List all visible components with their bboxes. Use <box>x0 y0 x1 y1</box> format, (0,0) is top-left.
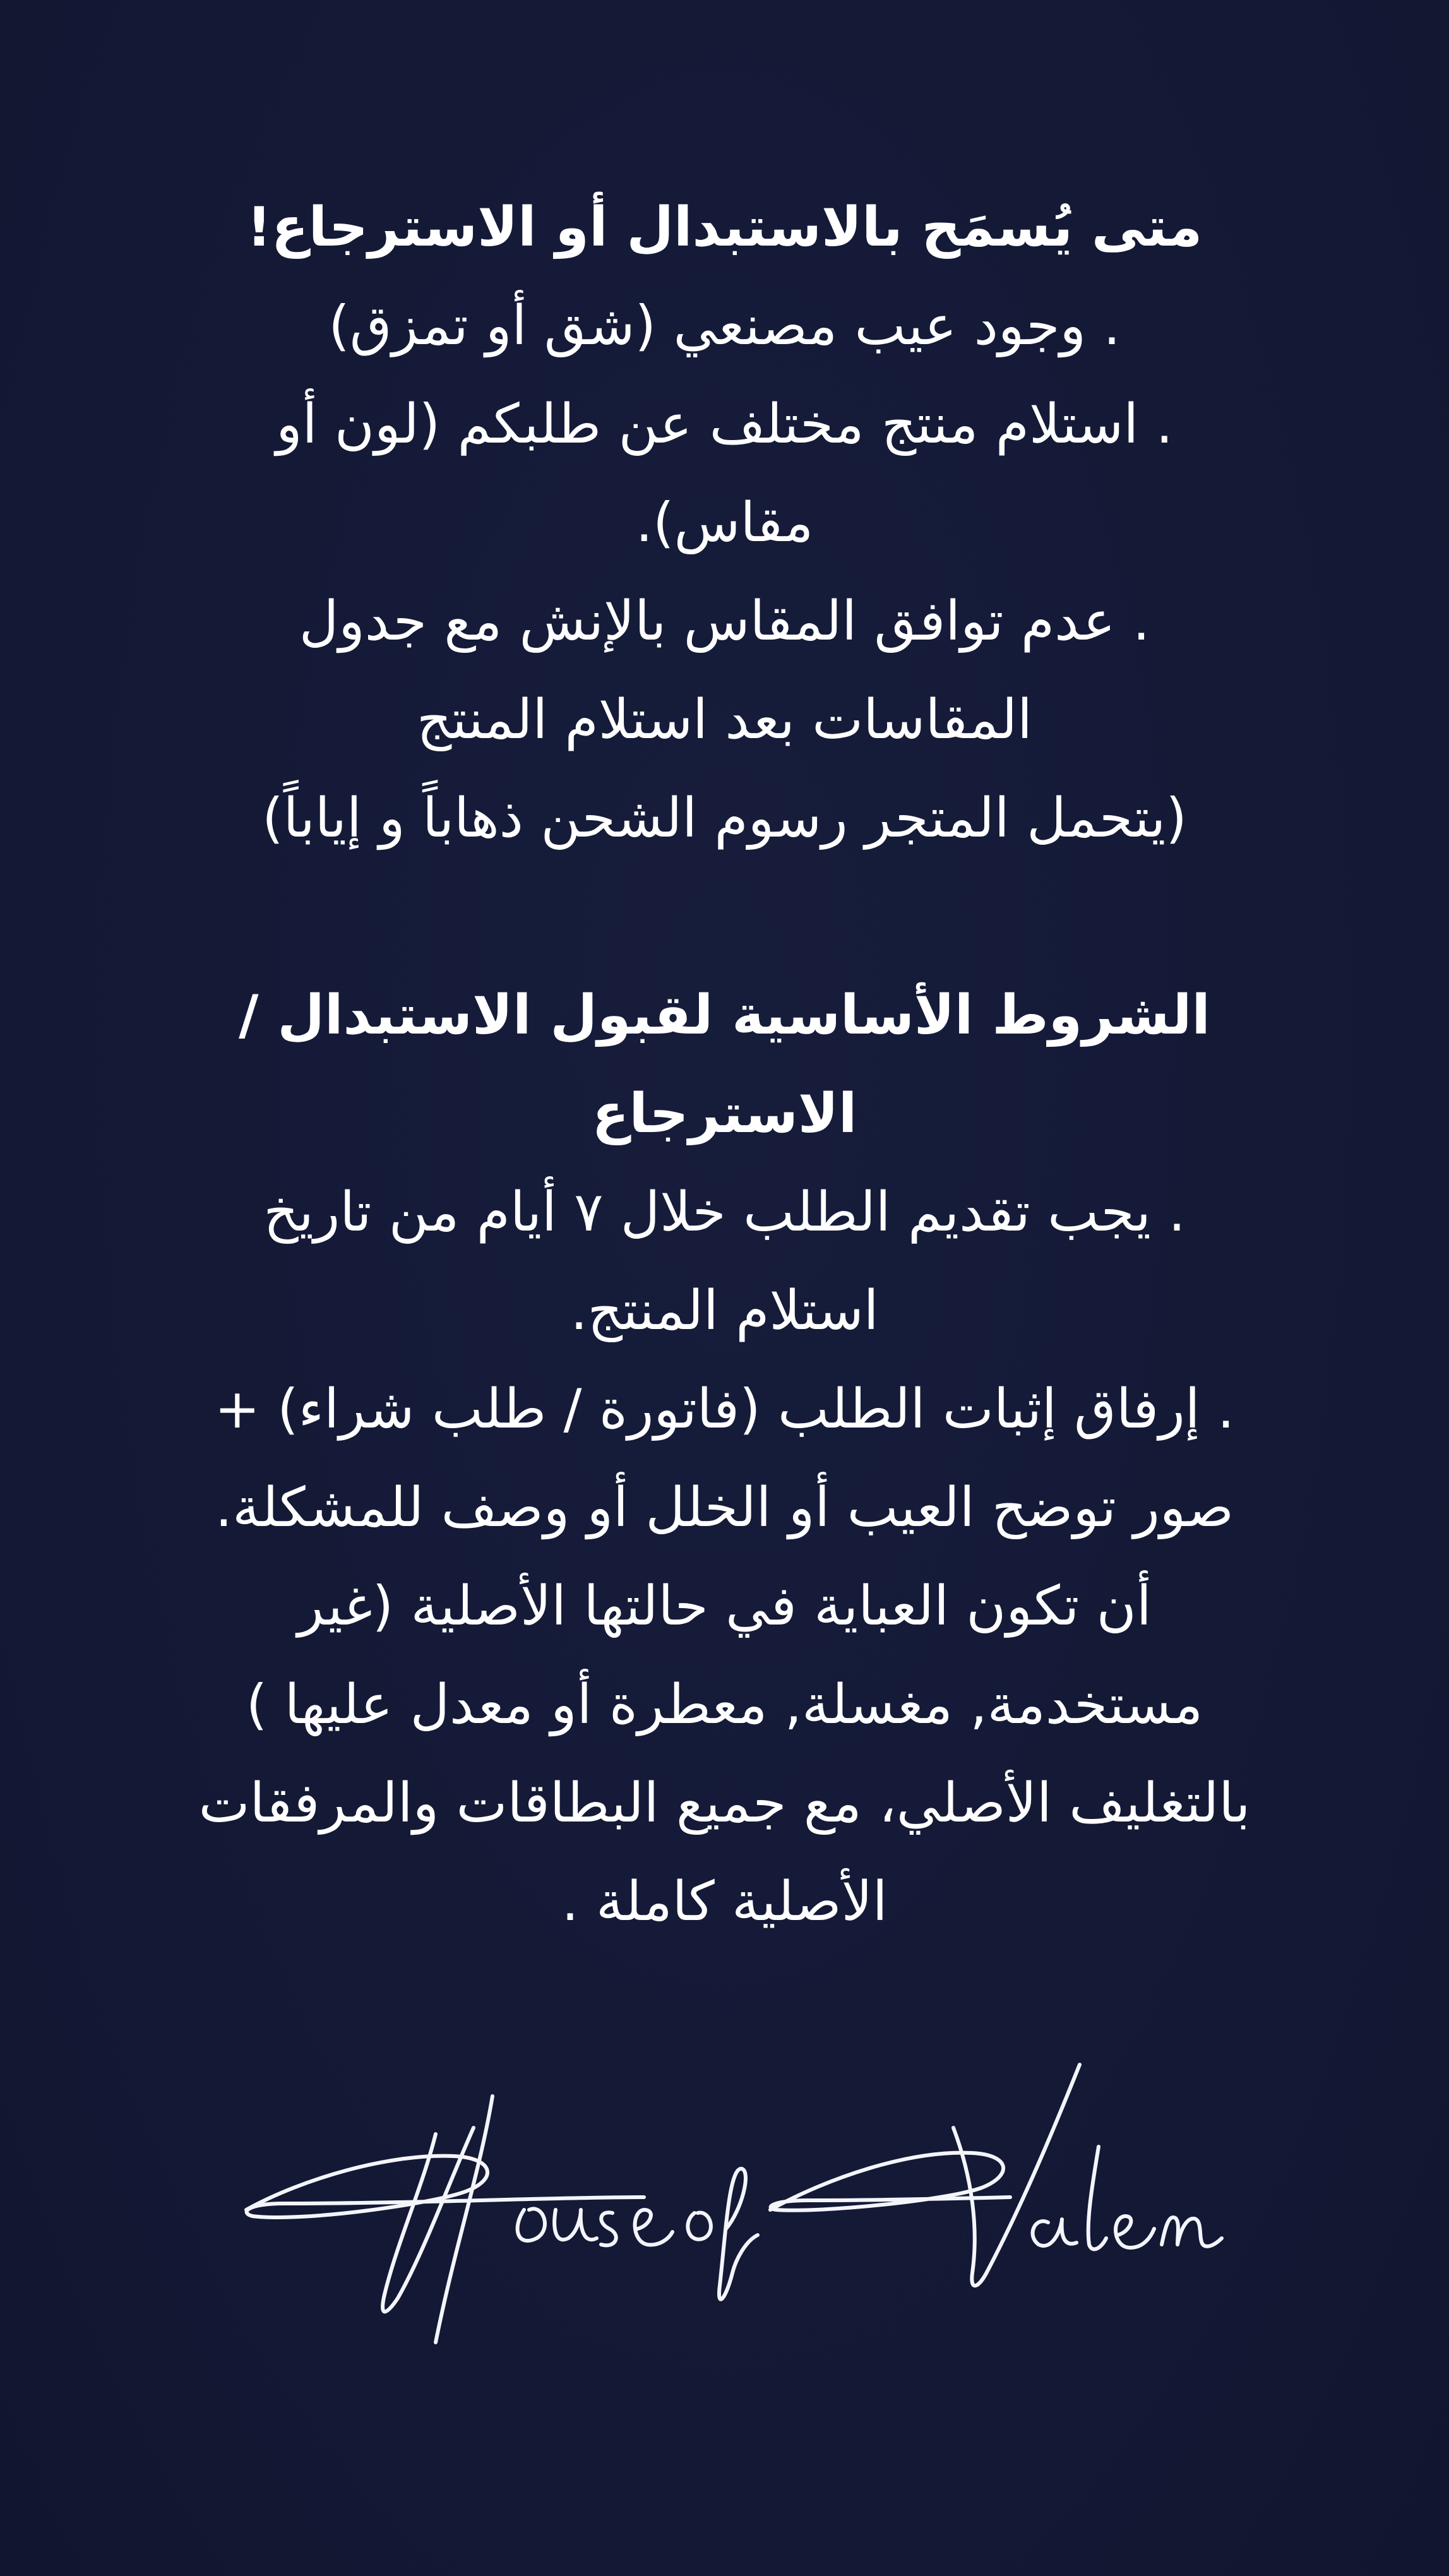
section-when-allowed-line: (يتحمل المتجر رسوم الشحن ذهاباً و إياباً) <box>262 787 1187 850</box>
section-when-allowed-line: . عدم توافق المقاس بالإنش مع جدول <box>299 590 1150 653</box>
section-basic-conditions-line: صور توضح العيب أو الخلل أو وصف للمشكلة. <box>215 1476 1234 1539</box>
section-when-allowed <box>114 178 1335 868</box>
section-when-allowed-heading: متى يُسمَح بالاستبدال أو الاسترجاع! <box>246 196 1203 259</box>
section-basic-conditions-line: بالتغليف الأصلي، مع جميع البطاقات والمرفقات <box>198 1772 1251 1835</box>
policy-content <box>114 178 1335 1951</box>
section-basic-conditions-line: . إرفاق إثبات الطلب (فاتورة / طلب شراء) + <box>214 1378 1235 1441</box>
brand-signature-logo <box>227 2020 1237 2374</box>
section-basic-conditions <box>114 966 1335 1951</box>
section-when-allowed-line: المقاسات بعد استلام المنتج <box>416 688 1033 751</box>
section-basic-conditions-line: مستخدمة, مغسلة, معطرة أو معدل عليها ) <box>246 1673 1203 1736</box>
section-when-allowed-line: . استلام منتج مختلف عن طلبكم (لون أو <box>276 393 1173 456</box>
signature-logo-icon <box>227 2020 1237 2374</box>
section-spacer <box>114 868 1335 966</box>
section-basic-conditions-line: استلام المنتج. <box>570 1279 879 1342</box>
section-basic-conditions-line: . يجب تقديم الطلب خلال ٧ أيام من تاريخ <box>263 1181 1186 1244</box>
section-when-allowed-line: مقاس). <box>635 491 814 554</box>
section-basic-conditions-line: الأصلية كاملة . <box>561 1870 888 1933</box>
section-when-allowed-line: . وجود عيب مصنعي (شق أو تمزق) <box>328 294 1121 357</box>
section-basic-conditions-heading: الشروط الأساسية لقبول الاستبدال / الاسترجاع <box>239 984 1210 1145</box>
section-basic-conditions-line: أن تكون العباية في حالتها الأصلية (غير <box>297 1575 1152 1638</box>
